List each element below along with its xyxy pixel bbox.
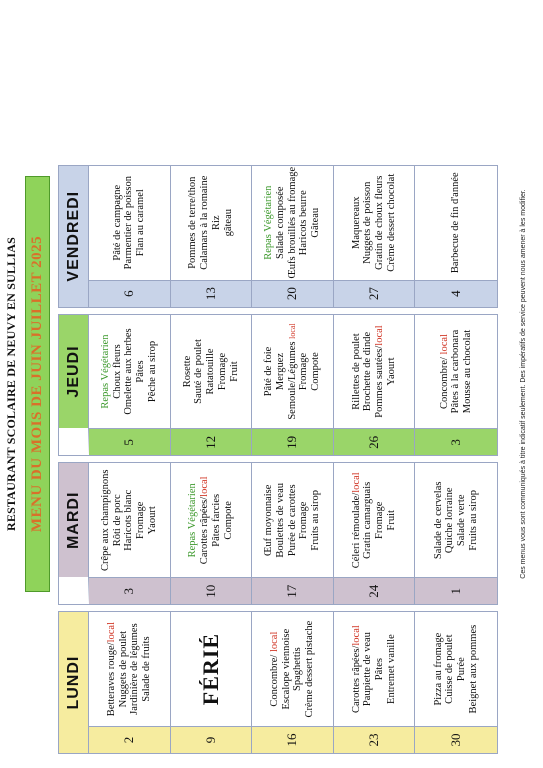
menu-item [444,488,456,554]
menu-item [182,356,194,388]
menu-item [287,484,299,556]
menu-item-text: Merguez [274,352,286,391]
menu-item-text: Salade de cervelas [432,481,444,560]
menu-item-text: Spaghettis [292,647,304,691]
menu-item [351,196,363,248]
menu-item [112,494,124,546]
menu-cell [171,315,253,429]
menu-item [433,633,445,706]
menu-item [468,490,480,551]
menu-item [456,657,468,681]
menu-item [187,483,199,557]
holiday-label: FÉRIÉ [197,632,223,706]
local-tag: local [287,323,297,339]
menu-cell [171,463,253,577]
menu-cell [171,166,253,280]
menu-item [269,632,281,707]
menu-cell [334,315,416,429]
menu-item-text: Pâtes farcies [210,493,222,547]
menu-item [112,344,124,399]
menu-item [187,177,199,269]
menu-item [298,502,310,539]
footnote: Ces menus vous sont communiqués à titre indicatif seulement. Des impératifs de service peuvent nous amener à les modifier. [520,189,527,579]
menu-item [439,334,451,409]
menu-cell [89,463,171,577]
menu-item-text: Nuggets de poulet [117,630,129,708]
menu-item [374,325,386,417]
date-number: 19 [252,428,334,455]
menu-item-text: Fromage [298,352,310,391]
menu-banner: MENU DU MOIS DE JUIN JUILLET 2025 [25,176,50,592]
menu-cell [415,612,497,726]
menu-item-text: Mousse au chocolat [462,329,474,414]
day-column-jeudi [58,314,498,457]
menu-item [281,629,293,710]
day-column-vendredi [58,165,498,308]
menu-item-text: Yaourt [385,357,397,386]
menu-item-text: Gratin de choux fleurs [374,175,386,270]
menu-item [374,176,386,270]
date-number: 5 [89,428,171,455]
local-tag: local [350,625,362,646]
menu-item-text: Crème dessert pistache [304,620,316,718]
menu-item-text: Omelette aux herbes [123,328,135,415]
menu-item [456,495,468,547]
menu-item [287,167,299,279]
menu-item [362,332,374,411]
vegetarian-tag: Repas Végétarien [263,185,275,260]
menu-item-text: gâteau [222,209,234,237]
menu-item-text: Carottes râpées/ [199,496,211,565]
date-number: 2 [89,726,171,753]
menu-item [304,621,316,718]
menu-item [147,341,159,402]
menu-item [351,625,363,713]
menu-cell [171,612,253,726]
menu-item [275,483,287,558]
menu-item-text: Pâtes [374,658,386,681]
menu-item [100,470,112,571]
date-number: 16 [252,726,334,753]
menu-item-text: Gratin camarguais [362,481,374,559]
menu-item-text: Nuggets de poisson [362,181,374,264]
date-number: 27 [334,280,416,307]
menu-item [123,328,135,414]
menu-item-text: Œuf moyonnaise [263,484,275,557]
menu-item-text: Carottes râpées/ [350,645,362,713]
menu-item [199,476,211,564]
menu-item [193,339,205,404]
menu-item [106,622,118,716]
menu-cell [89,315,171,429]
day-header: JEUDI [59,315,89,456]
menu-item [450,172,462,273]
date-number: 30 [415,726,497,753]
menu-cell [89,166,171,280]
date-number: 24 [334,577,416,604]
date-number: 1 [415,577,497,604]
menu-item [205,348,217,394]
menu-item [263,186,275,260]
menu-item [292,647,304,691]
menu-item-text: Fruits au sirop [467,489,479,551]
menu-item-text: Céleri rémoulade/ [350,492,362,569]
menu-item-text: Betteraves rouge/ [105,642,117,717]
menu-item [229,361,241,381]
menu-item-text: Fruit [228,361,240,382]
menu-item-text: Fromage [374,501,386,539]
menu-item-text: Gâteau [310,207,322,238]
menu-item [211,215,223,230]
menu-item-text: Salade verte [456,494,468,547]
menu-item [287,323,299,419]
date-number: 26 [334,428,416,455]
restaurant-title: RESTAURANT SCOLAIRE DE NEUVY EN SULLIAS [4,237,18,531]
menu-item [100,334,112,408]
menu-item [135,360,147,382]
menu-item-text: Beignet aux pommes [467,624,479,714]
menu-item-text: Fruit [385,510,397,531]
menu-item-text: Parmentier de poisson [123,176,135,270]
menu-item [468,625,480,714]
menu-item-text: Haricots beurre [298,190,310,256]
menu-item [135,502,147,539]
menu-item-text: Fruits au sirop [310,489,322,551]
menu-item-text: Fromage [298,501,310,539]
menu-item-text: Haricots blanc [123,489,135,551]
menu-item [275,186,287,259]
menu-item-text: Flan au caramel [135,189,147,257]
day-header: VENDREDI [59,166,89,307]
local-tag: local [268,631,280,653]
menu-item-text: Brochette de dinde [362,331,374,412]
menu-item-text: Yaourt [146,506,158,535]
menu-item-text: Paupiette de veau [362,632,374,707]
local-tag: local [105,622,117,643]
menu-item [386,510,398,530]
day-header: MARDI [59,463,89,604]
menu-item-text: Purée [456,657,468,682]
menu-item [275,353,287,390]
menu-item-text: Boulettes de veau [274,482,286,558]
menu-item [310,352,322,391]
menu-item-text: Salade composée [274,186,286,260]
menu-item [433,482,445,560]
menu-cell [334,612,416,726]
local-tag: local [350,472,362,493]
menu-item [217,353,229,390]
menu-grid [58,16,498,754]
menu-item [223,209,235,236]
menu-item [211,494,223,547]
day-header: LUNDI [59,612,89,753]
menu-item-text: Concombre/ [438,354,450,409]
menu-item-text: Pêche au sirop [146,340,158,403]
menu-item-text: Cuisse de poulet [444,634,456,704]
local-tag: local [199,476,211,497]
menu-cell [334,463,416,577]
menu-item [386,357,398,385]
menu-item [123,176,135,269]
menu-item [263,347,275,397]
menu-item-text: Compote [222,501,234,540]
menu-cell [252,463,334,577]
menu-item-text: Pâté de campagne [111,184,123,261]
vegetarian-tag: Repas Végétarien [99,334,111,409]
menu-item [129,623,141,715]
menu-item [362,182,374,264]
menu-cell [415,315,497,429]
day-column-lundi [58,611,498,754]
menu-item [362,632,374,706]
menu-item [386,174,398,272]
menu-item-text: Barbecue de fin d'année [450,172,462,274]
menu-item [147,506,159,534]
date-number: 23 [334,726,416,753]
menu-item-text: Compote [310,352,322,391]
menu-cell [334,166,416,280]
menu-item [135,189,147,256]
date-number: 13 [171,280,253,307]
date-number: 3 [89,577,171,604]
menu-item-text: Maquereaux [350,196,362,249]
date-number: 12 [171,428,253,455]
date-number: 20 [252,280,334,307]
menu-item-text: Fromage [216,352,228,391]
menu-item-text: Jardinière de légumes [129,623,141,715]
menu-item [118,631,130,707]
date-number: 9 [171,726,253,753]
menu-item [298,190,310,255]
menu-cell [415,166,497,280]
menu-item-text: Pâtes à la carbonara [450,329,462,414]
menu-item-text: Pommes de terre/thon [187,176,199,269]
menu-item [310,208,322,238]
menu-item [374,502,386,539]
menu-item-text: Riz [210,215,222,231]
menu-cell [252,315,334,429]
menu-item-text: Rôti de porc [111,494,123,547]
menu-item-text: Rosette [181,355,193,388]
menu-item-text: Pizza au fromage [432,632,444,706]
menu-cell [252,166,334,280]
menu-item [310,490,322,551]
menu-item-text: Concombre/ [268,652,280,707]
menu-item-text: Salade de fruits [141,636,153,702]
menu-item [444,634,456,703]
menu-item-text: Œufs brouillés au fromage [286,166,298,279]
menu-item [223,501,235,540]
menu-item-text: Pâté de foie [263,346,275,397]
menu-item-text: Purée de carottes [286,484,298,557]
menu-item [362,482,374,559]
menu-item [351,472,363,568]
vegetarian-tag: Repas Végétarien [187,483,199,558]
menu-item [199,176,211,270]
day-column-mardi [58,462,498,605]
menu-item [386,634,398,704]
menu-item [374,658,386,680]
date-number: 3 [415,428,497,455]
menu-cell [252,612,334,726]
menu-cell [415,463,497,577]
menu-item [462,330,474,413]
local-tag: local [374,325,386,346]
menu-item [450,330,462,414]
menu-item-text: Semoule/Légumes [286,338,298,420]
local-tag: local [438,334,450,355]
date-number: 10 [171,577,253,604]
menu-item-text: Crème dessert chocolat [385,173,397,272]
menu-item [123,490,135,551]
menu-item-text: Pâtes [135,360,147,383]
menu-item [112,185,124,261]
menu-item-text: Choux fleurs [111,344,123,399]
date-number: 6 [89,280,171,307]
menu-item-text: Ratatouille [205,348,217,395]
menu-item-text: Entremet vanille [385,634,397,704]
date-number: 4 [415,280,497,307]
menu-item [298,353,310,390]
menu-item-text: Escalope viennoise [280,628,292,710]
menu-item [141,636,153,701]
menu-item-text: Fromage [135,501,147,539]
menu-cell [89,612,171,726]
menu-item-text: Rillettes de poulet [350,333,362,410]
menu-item-text: Sauté de poulet [193,339,205,404]
date-number: 17 [252,577,334,604]
menu-item-text: Quiche lorraine [444,487,456,554]
menu-item-text: Crêpe aux champignons [99,469,111,572]
menu-item-text: Calamars à la romaine [199,175,211,270]
menu-item [351,333,363,409]
menu-item [263,485,275,556]
menu-item-text: Pommes sautées/ [374,345,386,418]
